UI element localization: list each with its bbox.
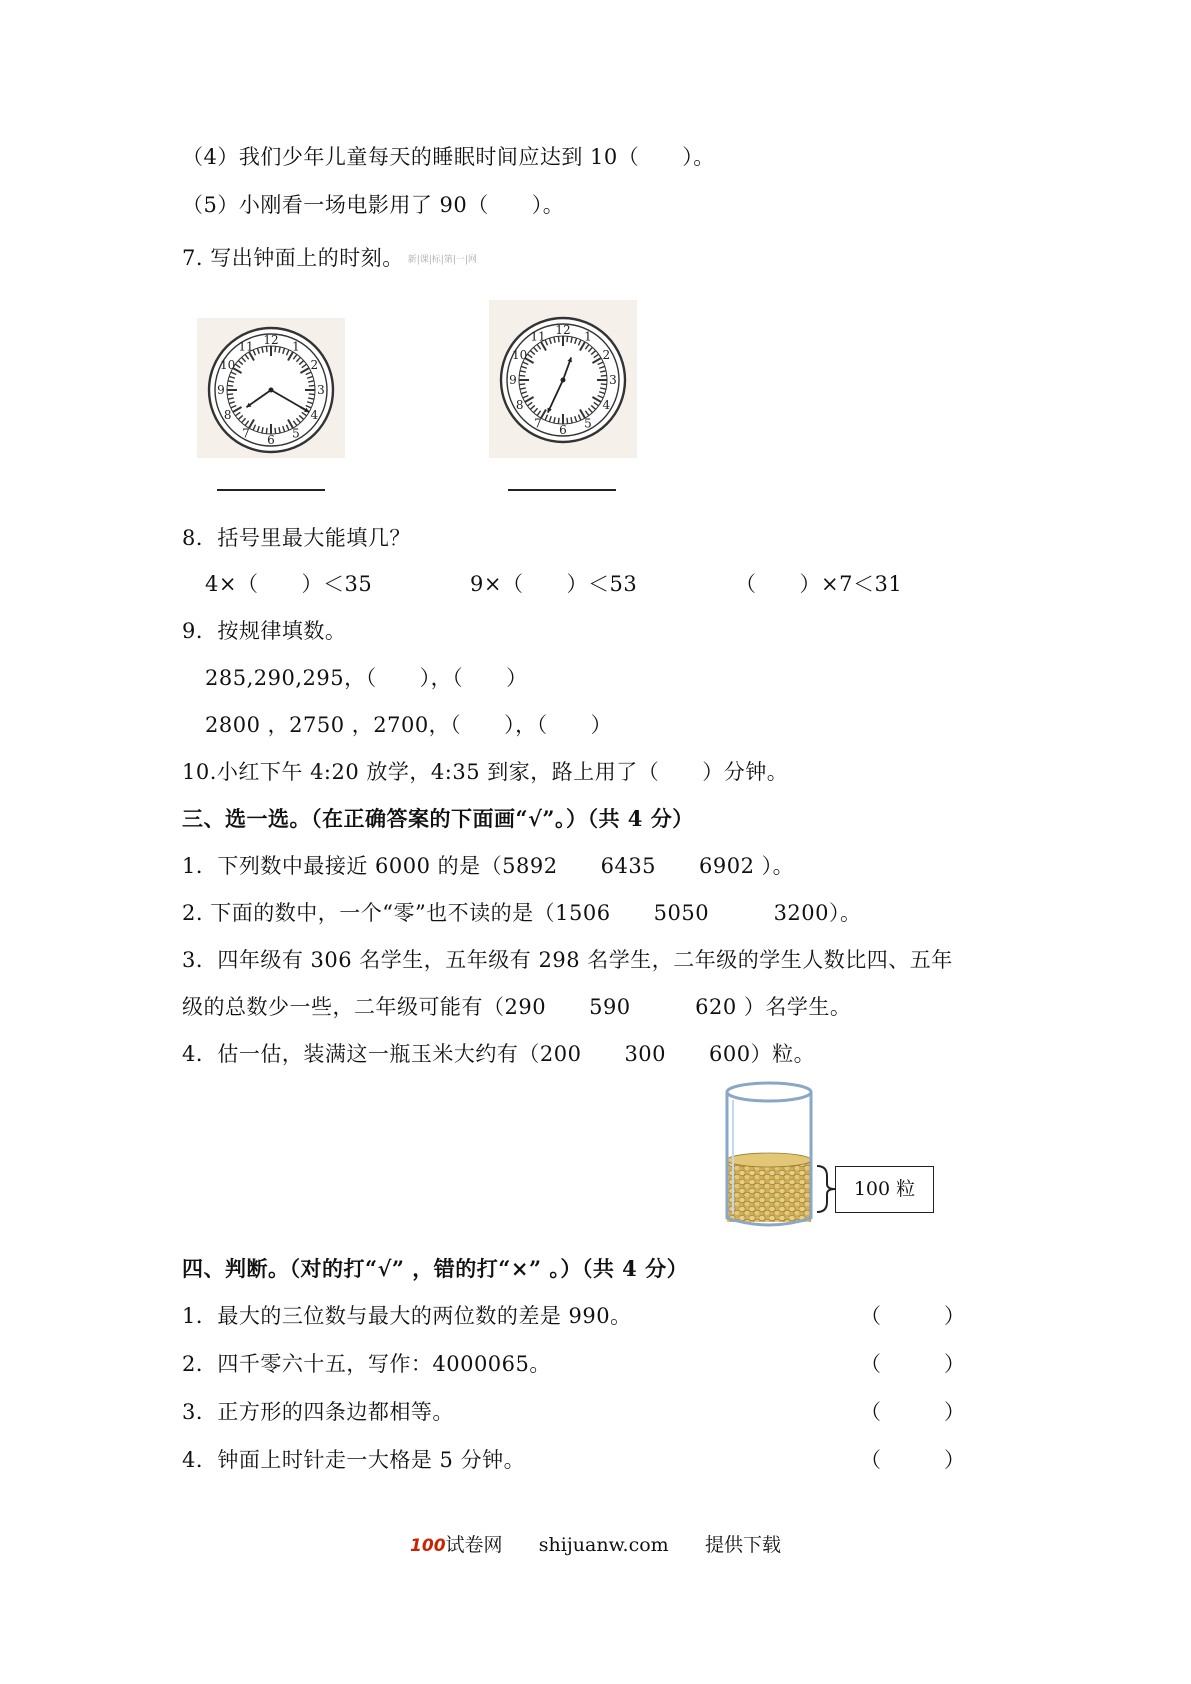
clock-tick (558, 336, 559, 342)
corn-jar-image (719, 1080, 819, 1230)
section-3-question-4: 4．估一估，装满这一瓶玉米大约有（200 300 600）粒。 (182, 1042, 816, 1066)
section-3-question-2: 2. 下面的数中，一个“零”也不读的是（1506 5050 3200）。 (182, 901, 862, 925)
clock-number: 7 (242, 426, 250, 441)
answer-blank-1[interactable] (217, 489, 325, 491)
clock-number: 2 (602, 348, 611, 362)
question-7 (182, 244, 477, 274)
judge-paren-1[interactable]: （ ） (860, 1304, 965, 1328)
question-6-4: （4）我们少年儿童每天的睡眠时间应达到 10（ ）。 (182, 145, 715, 169)
section-3-title: 三、选一选。（在正确答案的下面画“√”。）（共 4 分） (182, 806, 694, 831)
clock-face-1 (197, 318, 345, 458)
clock-face-2 (489, 300, 637, 458)
clock-tick (275, 428, 276, 434)
question-8: 8．括号里最大能填几？ (182, 526, 411, 550)
footer (0, 1530, 1191, 1557)
clock-number: 8 (223, 408, 232, 422)
clock-number: 5 (292, 426, 300, 441)
clock-number: 1 (584, 329, 592, 344)
clock-center (269, 388, 274, 393)
site-domain: shijuanw.com (538, 1534, 669, 1556)
clock-tick (309, 394, 315, 395)
question-7-text: 7. 写出钟面上的时刻。 (182, 246, 404, 270)
clock-tick (567, 418, 568, 424)
clock-number: 3 (317, 383, 325, 397)
clock-tick (309, 385, 315, 386)
question-8-item-1: 4×（ ）＜35 (205, 572, 373, 596)
clock-tick (601, 375, 607, 376)
site-name: 试卷网 (445, 1534, 503, 1556)
clock-tick (519, 384, 525, 385)
question-10: 10.小红下午 4:20 放学，4:35 到家，路上用了（ ）分钟。 (182, 760, 789, 784)
clock-number: 9 (217, 383, 225, 397)
clock-number: 7 (534, 416, 542, 431)
clock-tick (519, 375, 525, 376)
clock-tick (227, 385, 233, 386)
watermark-text: 新|课|标|第|一|网 (407, 254, 477, 265)
question-9-line-2: 2800 ，2750 ，2700，（ ），（ ） (205, 713, 613, 737)
question-9: 9．按规律填数。 (182, 619, 347, 643)
clock-number: 9 (509, 373, 517, 387)
judge-paren-4[interactable]: （ ） (860, 1448, 965, 1472)
judge-paren-3[interactable]: （ ） (860, 1400, 965, 1424)
jar-label-box: 100 粒 (835, 1166, 934, 1213)
clock-number: 12 (263, 333, 279, 347)
clock-number: 4 (602, 398, 611, 412)
clock-number: 1 (292, 339, 300, 354)
clock-number: 10 (220, 358, 236, 372)
question-9-line-1: 285,290,295，（ ），（ ） (205, 666, 528, 690)
footer-note: 提供下载 (704, 1534, 781, 1556)
judge-item-4: 4．钟面上时针走一大格是 5 分钟。 (182, 1448, 526, 1472)
question-8-item-2: 9×（ ）＜53 (470, 572, 638, 596)
clock-number: 3 (609, 373, 617, 387)
answer-blank-2[interactable] (508, 489, 616, 491)
bracket-icon (815, 1164, 837, 1214)
section-3-question-3a: 3．四年级有 306 名学生，五年级有 298 名学生，二年级的学生人数比四、五年 (182, 948, 953, 972)
clock-tick (266, 346, 267, 352)
clock-center (561, 378, 566, 383)
clock-number: 6 (267, 433, 275, 447)
clock-number: 6 (559, 423, 567, 437)
clock-tick (275, 346, 276, 352)
judge-item-1: 1．最大的三位数与最大的两位数的差是 990。 (182, 1304, 632, 1328)
judge-item-3: 3．正方形的四条边都相等。 (182, 1400, 454, 1424)
section-3-question-1: 1．下列数中最接近 6000 的是（5892 6435 6902 ）。 (182, 854, 795, 878)
clock-tick (601, 384, 607, 385)
clock-number: 4 (310, 408, 319, 422)
judge-paren-2[interactable]: （ ） (860, 1352, 965, 1376)
section-3-question-3b: 级的总数少一些，二年级可能有（290 590 620 ）名学生。 (182, 995, 852, 1019)
site-logo: 100 (410, 1536, 446, 1556)
question-6-5: （5）小刚看一场电影用了 90（ ）。 (182, 193, 565, 217)
judge-item-2: 2．四千零六十五，写作：4000065。 (182, 1352, 551, 1376)
clock-tick (227, 394, 233, 395)
clock-number: 10 (512, 348, 528, 362)
clock-number: 12 (555, 323, 571, 337)
section-4-title: 四、判断。（对的打“√” ，错的打“×” 。）（共 4 分） (182, 1256, 689, 1281)
clock-number: 11 (238, 339, 254, 354)
clock-number: 5 (584, 416, 592, 431)
clock-number: 8 (515, 398, 524, 412)
clock-number: 11 (530, 329, 546, 344)
clock-tick (567, 336, 568, 342)
question-8-item-3: （ ）×7＜31 (735, 572, 903, 596)
clock-number: 2 (310, 358, 319, 372)
